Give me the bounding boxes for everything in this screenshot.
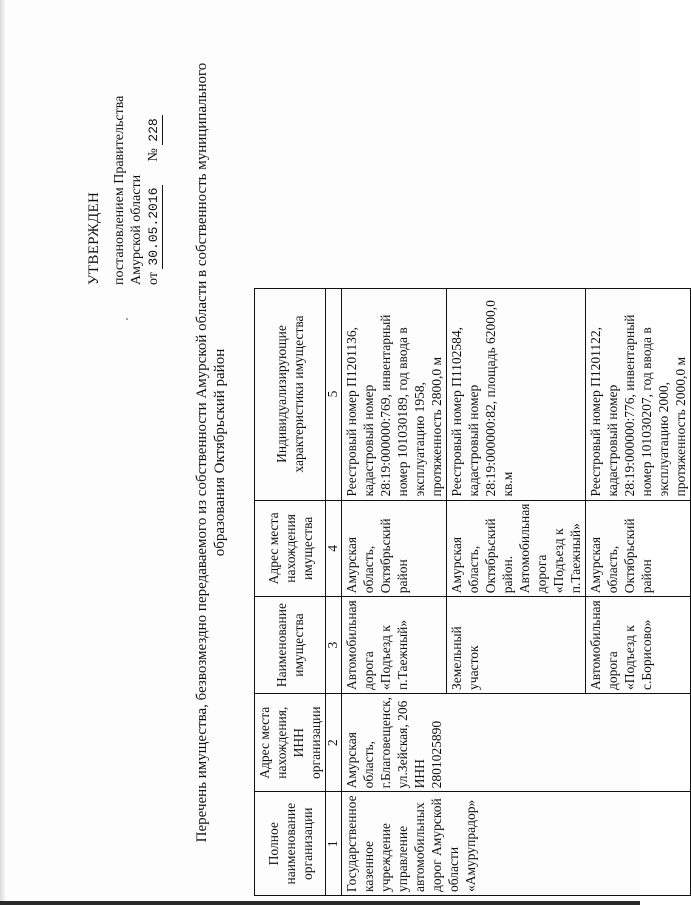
property-name: Земельный участок [447, 597, 586, 694]
property-address: Амурская область, Октябрьский район [586, 500, 691, 597]
document-title-line-1: Перечень имущества, безвозмездно передаваемого из собственности Амурской области в собственность муниципального [194, 62, 210, 843]
approval-date: 30.05.2016 [145, 185, 163, 269]
property-table [254, 288, 691, 896]
approval-block [86, 15, 163, 285]
approval-from-label: от [146, 272, 161, 285]
table-header-cell: Наименование имущества [255, 597, 326, 694]
column-number: 1 [326, 792, 342, 896]
document-title [193, 0, 229, 905]
approval-line-1: постановлением Правительства [112, 95, 127, 285]
column-number-row [326, 288, 342, 895]
table-header-row [255, 288, 326, 895]
property-address: Амурская область, Октябрьский район [342, 500, 447, 597]
column-number: 5 [326, 288, 342, 500]
column-number: 4 [326, 500, 342, 597]
property-details: Реестровый номер П1201122, кадастровый номер 28:19:000000:776, инвентарный номер 101030207, год ввода в эксплуатацию 2000, протяженность 2000,0 м [586, 288, 691, 500]
table-header-cell: Адрес места нахождения имущества [255, 500, 326, 597]
approval-title: УТВЕРЖДЕН [86, 191, 102, 285]
column-number: 2 [326, 693, 342, 791]
approval-number: 228 [145, 115, 163, 144]
organization-name: Государственное казенное учреждение управление автомобильных дорог Амурской области «Амурупрадор» [342, 792, 691, 896]
table-row [342, 288, 447, 895]
page-bottom-edge [0, 901, 640, 905]
table-header-cell: Индивидуализирующие характеристики имущества [255, 288, 326, 500]
approval-line-2: Амурской области [129, 174, 144, 285]
approval-number-label: № [146, 148, 161, 162]
property-address: Амурская область, Октябрьский район. Автомобильная дорога «Подъезд к п.Таежный» [447, 500, 586, 597]
property-name: Автомобильная дорога «Подъезд к п.Таежный» [342, 597, 447, 694]
organization-address: Амурская область, г.Благовещенск, ул.Зейская, 206 ИНН 2801025890 [342, 693, 691, 791]
column-number: 3 [326, 597, 342, 694]
property-details: Реестровый номер П1201136, кадастровый номер 28:19:000000:769, инвентарный номер 101030189, год ввода в эксплуатацию 1958, протяженность 2800,0 м [342, 288, 447, 500]
property-details: Реестровый номер П1102584, кадастровый номер 28:19:000000:82, площадь 62000,0 кв.м [447, 288, 586, 500]
property-name: Автомобильная дорога «Подъезд к с.Борисово» [586, 597, 691, 694]
table-header-cell: Адрес места нахождения, ИНН организации [255, 693, 326, 791]
document-title-line-2: образования Октябрьский район [212, 348, 228, 557]
table-header-cell: Полное наименование организации [255, 792, 326, 896]
approval-date-line [145, 15, 163, 285]
